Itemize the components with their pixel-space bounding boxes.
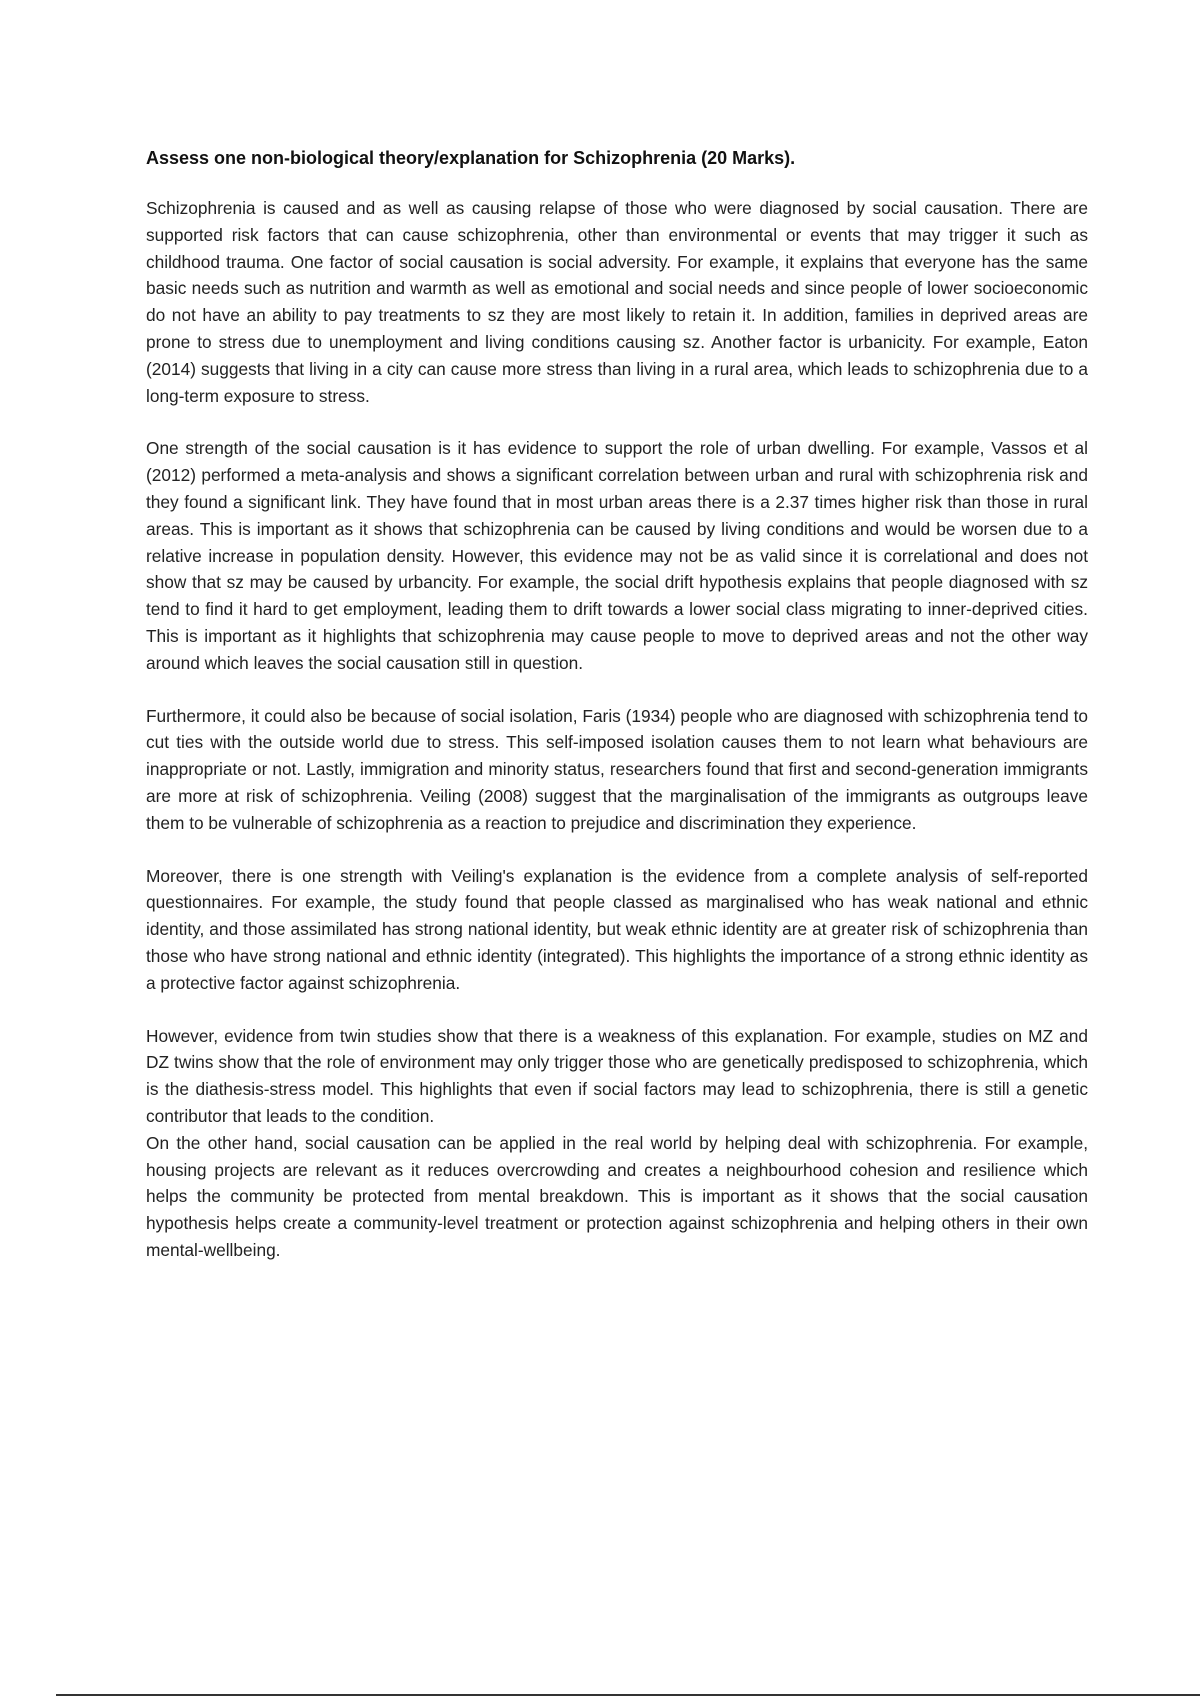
paragraph-twin-weakness: However, evidence from twin studies show that there is a weakness of this explanation. For example, studies on MZ and DZ twins show that the role of environment may only trigger those who are genetically predisposed to schizophrenia, which is the diathesis-stress model. This highlights that even if social factors may lead to schizophrenia, there is still a genetic contributor that leads to the condition. xyxy=(146,1025,1088,1126)
paragraph-real-world-application: On the other hand, social causation can be applied in the real world by helping deal with schizophrenia. For example, housing projects are relevant as it reduces overcrowding and creates a neighbourhood cohesion and resilience which helps the community be protected from mental breakdown. This is important as it shows that the social causation hypothesis helps create a community-level treatment or protection against schizophrenia and helping others in their own mental-wellbeing. xyxy=(146,1132,1088,1260)
paragraph-urban-evidence: One strength of the social causation is it has evidence to support the role of urban dwelling. For example, Vassos et al (2012) performed a meta-analysis and shows a significant correlation between urban and rural with schizophrenia risk and they found a significant link. They have found that in most urban areas there is a 2.37 times higher risk than those in rural areas. This is important as it shows that schizophrenia can be caused by living conditions and would be worsen due to a relative increase in population density. However, this evidence may not be as valid since it is correlational and does not show that sz may be caused by urbancity. For example, the social drift hypothesis explains that people diagnosed with sz tend to find it hard to get employment, leading them to drift towards a lower social class migrating to inner-deprived cities. This is important as it highlights that schizophrenia may cause people to move to deprived areas and not the other way around which leaves the social causation still in question. xyxy=(146,438,1088,673)
essay-title: Assess one non-biological theory/explanation for Schizophrenia (20 Marks). xyxy=(146,148,796,168)
document-page xyxy=(146,145,1088,1290)
footer-divider xyxy=(56,1694,1200,1696)
paragraph-veiling-strength: Moreover, there is one strength with Veiling's explanation is the evidence from a complete analysis of self-reported questionnaires. For example, the study found that people classed as marginalised who has weak national and ethnic identity, and those assimilated has strong national identity, but weak ethnic identity are at greater risk of schizophrenia than those who have strong national and ethnic identity (integrated). This highlights the importance of a strong ethnic identity as a protective factor against schizophrenia. xyxy=(146,865,1088,993)
paragraph-isolation-immigration: Furthermore, it could also be because of social isolation, Faris (1934) people who are diagnosed with schizophrenia tend to cut ties with the outside world due to stress. This self-imposed isolation causes them to not learn what behaviours are inappropriate or not. Lastly, immigration and minority status, researchers found that first and second-generation immigrants are more at risk of schizophrenia. Veiling (2008) suggest that the marginalisation of the immigrants as outgroups leave them to be vulnerable of schizophrenia as a reaction to prejudice and discrimination they experience. xyxy=(146,705,1088,833)
paragraph-intro: Schizophrenia is caused and as well as causing relapse of those who were diagnosed by social causation. There are supported risk factors that can cause schizophrenia, other than environmental or events that may trigger it such as childhood trauma. One factor of social causation is social adversity. For example, it explains that everyone has the same basic needs such as nutrition and warmth as well as emotional and social needs and since people of lower socioeconomic do not have an ability to pay treatments to sz they are most likely to retain it. In addition, families in deprived areas are prone to stress due to unemployment and living conditions causing sz. Another factor is urbanicity. For example, Eaton (2014) suggests that living in a city can cause more stress than living in a rural area, which leads to schizophrenia due to a long-term exposure to stress. xyxy=(146,198,1088,406)
